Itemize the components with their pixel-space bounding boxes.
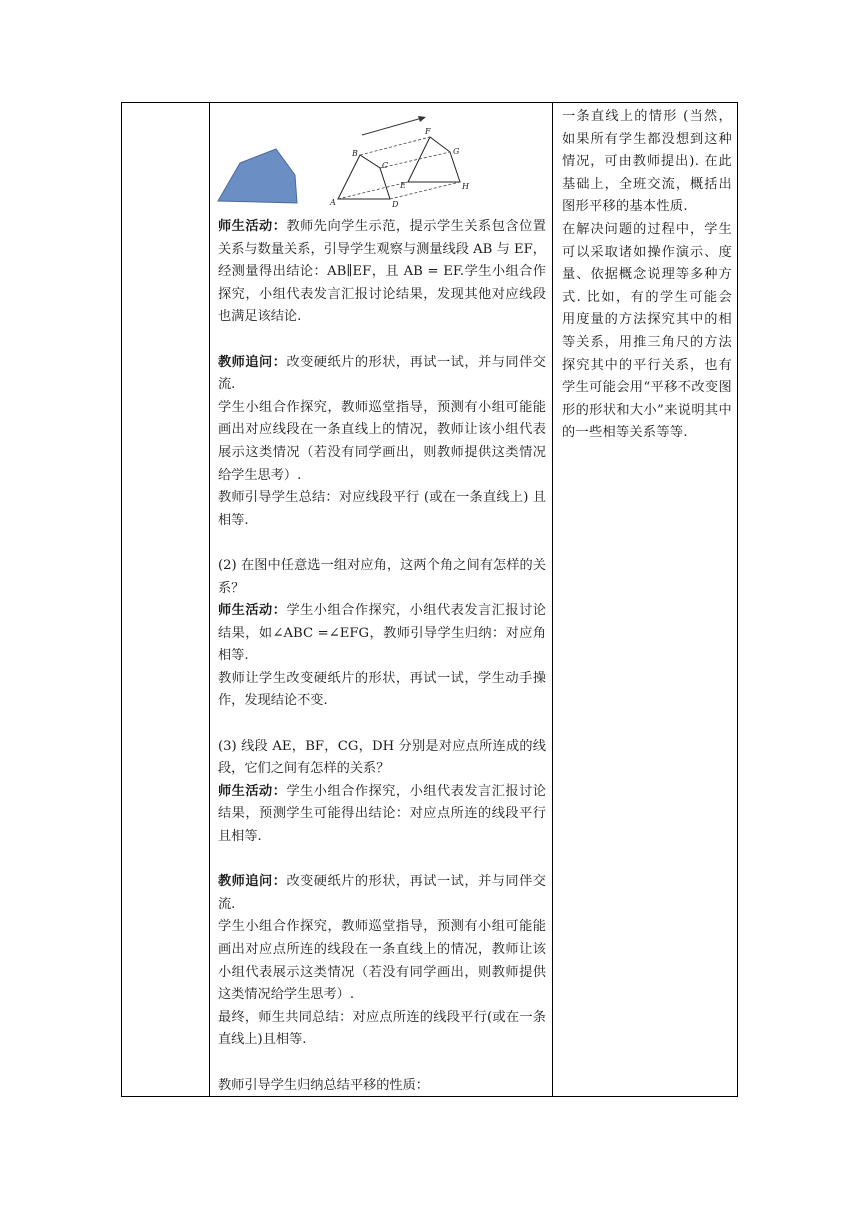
design-intent-column [553,103,737,1096]
label-b: B [352,149,358,158]
label-g: G [453,147,460,156]
label-a: A [330,198,336,207]
paragraph: 最终，师生共同总结：对应点所连的线段平行(或在一条直线上)且相等. [218,1009,546,1048]
paragraph-lead: 师生活动： [218,219,287,234]
paragraph: 教师引导学生总结：对应线段平行 (或在一条直线上) 且相等. [218,490,546,528]
paragraph [218,781,546,849]
paragraph-lead: 教师追问： [218,874,287,890]
paragraph: (2) 在图中任意选一组对应角，这两个角之间有怎样的关系？ [218,557,546,596]
label-h: H [462,182,469,191]
label-d: D [392,200,399,209]
cardboard-shape [218,149,297,203]
paragraph-body: 改变硬纸片的形状，再试一试，并与同伴交流. [218,354,546,393]
paragraph: 教师让学生改变硬纸片的形状，再试一试，学生动手操作，发现结论不变. [218,670,546,709]
design-intent-text [562,106,732,445]
paragraph [218,216,546,329]
paragraph: 在解决问题的过程中，学生可以采取诸如操作演示、度量、依据概念说理等多种方式. 比如，有的学生可能会用度量的方法探究其中的相等关系，用推三角尺的方法探究其中的平行关系，也有学生可能会用“平移不改变图形的形状和大小”来说明其中的一些相等关系等等. [562,221,732,441]
paragraph-lead: 教师追问： [218,354,287,370]
paragraph: 学生小组合作探究，教师巡堂指导，预测有小组可能能画出对应线段在一条直线上的情况，教师让该小组代表展示这类情况（若没有同学画出，则教师提供这类情况给学生思考）. [218,399,546,483]
paragraph-body: 教师先向学生示范，提示学生关系包含位置关系与数量关系，引导学生观察与测量线段 AB 与 EF，经测量得出结论：AB∥EF，且 AB = EF.学生小组合作探究，小组代表发言汇报讨论结果，发现其他对应线段也满足该结论. [218,219,546,325]
paragraph [218,871,546,916]
paragraph [218,600,546,668]
paragraph-body: 学生小组合作探究，小组代表发言汇报讨论结果，预测学生可能得出结论：对应点所连的线段平行且相等. [218,783,546,845]
paragraph-lead: 师生活动： [218,783,287,799]
translation-figure-diagram [214,115,546,215]
label-f: F [425,127,431,136]
paragraph: (3) 线段 AE，BF，CG，DH 分别是对应点所连成的线段，它们之间有怎样的关系？ [218,738,546,777]
paragraph [218,352,546,397]
label-c: C [382,161,389,170]
activity-column [210,103,552,1096]
paragraph: 学生小组合作探究，教师巡堂指导，预测有小组可能能画出对应点所连的线段在一条直线上的情况，教师让该小组代表展示这类情况（若没有同学画出，则教师提供这类情况给学生思考）. [218,919,546,1003]
paragraph-lead: 师生活动： [218,603,287,619]
paragraph: 教师引导学生归纳总结平移的性质： [218,1077,429,1093]
label-e: E [400,181,406,190]
activity-text [218,216,546,1097]
paragraph-body: 改变硬纸片的形状，再试一试，并与同伴交流. [218,874,546,912]
paragraph: 一条直线上的情形 (当然，如果所有学生都没想到这种情况，可由教师提出). 在此基础上，全班交流，概括出图形平移的基本性质. [562,109,732,215]
paragraph-body: 学生小组合作探究，小组代表发言汇报讨论结果，如∠ABC =∠EFG，教师引导学生归纳：对应角相等. [218,603,546,664]
lesson-table [121,102,738,1097]
